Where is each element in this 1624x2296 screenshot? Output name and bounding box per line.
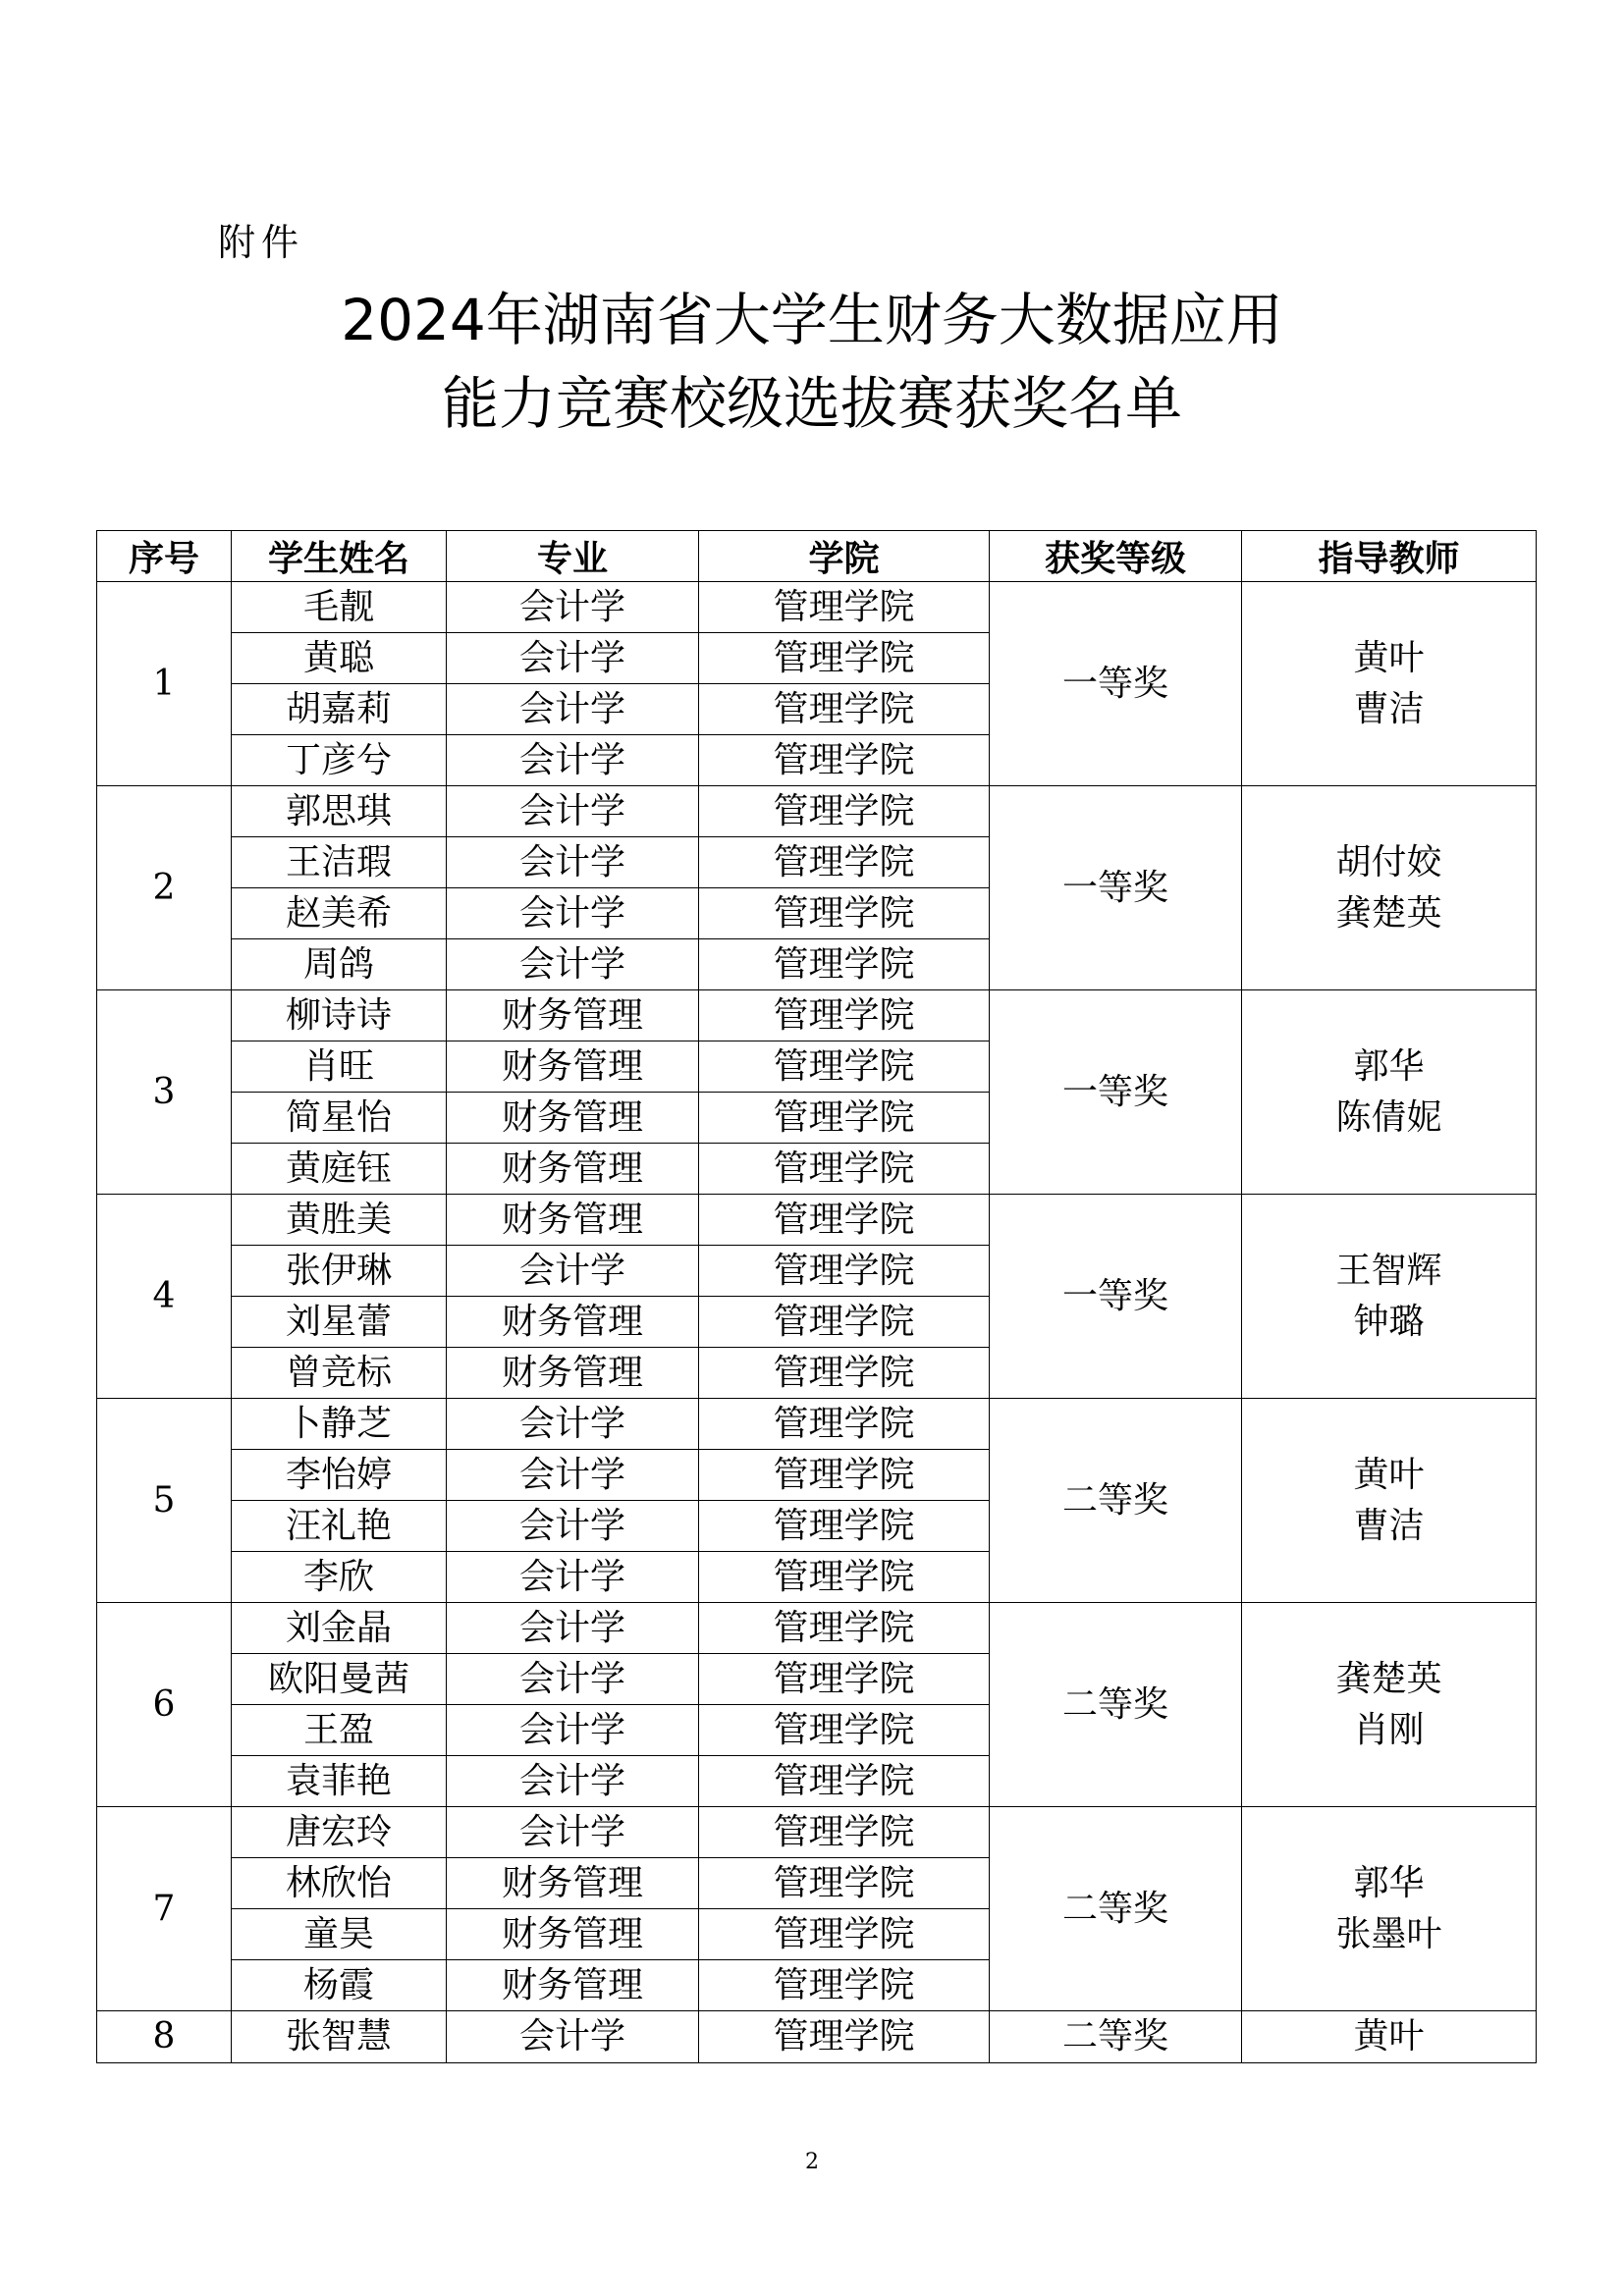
advisor-name: 钟璐 [1353, 1301, 1425, 1342]
cell-college: 管理学院 [699, 1705, 990, 1756]
cell-major: 会计学 [447, 1654, 699, 1705]
cell-college: 管理学院 [699, 1399, 990, 1450]
cell-student-name: 肖旺 [232, 1041, 447, 1093]
cell-award-level: 一等奖 [990, 786, 1242, 990]
cell-major: 会计学 [447, 1807, 699, 1858]
cell-major: 会计学 [447, 633, 699, 684]
cell-advisors [1242, 1603, 1537, 1807]
cell-student-name: 林欣怡 [232, 1858, 447, 1909]
cell-major: 会计学 [447, 2011, 699, 2063]
cell-seq: 8 [97, 2011, 232, 2063]
cell-major: 财务管理 [447, 1297, 699, 1348]
cell-college: 管理学院 [699, 735, 990, 786]
cell-advisors [1242, 1195, 1537, 1399]
header-college: 学院 [699, 531, 990, 582]
cell-major: 会计学 [447, 1450, 699, 1501]
cell-major: 财务管理 [447, 1348, 699, 1399]
advisor-name: 胡付姣 [1335, 841, 1442, 882]
cell-student-name: 黄胜美 [232, 1195, 447, 1246]
advisor-name: 龚楚英 [1335, 892, 1442, 934]
cell-award-level: 二等奖 [990, 1807, 1242, 2011]
cell-major: 财务管理 [447, 1858, 699, 1909]
cell-college: 管理学院 [699, 582, 990, 633]
cell-major: 会计学 [447, 837, 699, 888]
table-row [97, 1195, 1537, 1246]
cell-college: 管理学院 [699, 1297, 990, 1348]
cell-college: 管理学院 [699, 1246, 990, 1297]
cell-advisors [1242, 2011, 1537, 2063]
advisor-name: 曹洁 [1353, 688, 1425, 729]
cell-major: 会计学 [447, 939, 699, 990]
cell-student-name: 王盈 [232, 1705, 447, 1756]
cell-college: 管理学院 [699, 1501, 990, 1552]
cell-student-name: 李欣 [232, 1552, 447, 1603]
cell-major: 财务管理 [447, 1195, 699, 1246]
cell-student-name: 杨霞 [232, 1960, 447, 2011]
cell-college: 管理学院 [699, 1450, 990, 1501]
cell-major: 会计学 [447, 1756, 699, 1807]
cell-major: 会计学 [447, 1399, 699, 1450]
advisor-name: 黄叶 [1353, 2016, 1425, 2056]
cell-college: 管理学院 [699, 1960, 990, 2011]
cell-college: 管理学院 [699, 1348, 990, 1399]
cell-college: 管理学院 [699, 1552, 990, 1603]
table-header-row [97, 531, 1537, 582]
cell-seq: 5 [97, 1399, 232, 1603]
cell-major: 财务管理 [447, 1144, 699, 1195]
advisor-name: 郭华 [1353, 1045, 1425, 1087]
cell-student-name: 黄聪 [232, 633, 447, 684]
cell-college: 管理学院 [699, 1603, 990, 1654]
table-header [97, 531, 1537, 582]
cell-student-name: 刘金晶 [232, 1603, 447, 1654]
advisor-name: 黄叶 [1353, 1454, 1425, 1495]
cell-major: 会计学 [447, 684, 699, 735]
cell-major: 会计学 [447, 1603, 699, 1654]
cell-college: 管理学院 [699, 633, 990, 684]
cell-student-name: 黄庭钰 [232, 1144, 447, 1195]
advisor-name: 黄叶 [1353, 637, 1425, 678]
cell-student-name: 毛靓 [232, 582, 447, 633]
cell-college: 管理学院 [699, 990, 990, 1041]
cell-college: 管理学院 [699, 786, 990, 837]
cell-award-level: 二等奖 [990, 2011, 1242, 2063]
advisor-name: 曹洁 [1353, 1505, 1425, 1546]
cell-seq: 6 [97, 1603, 232, 1807]
cell-advisors [1242, 786, 1537, 990]
cell-student-name: 欧阳曼茜 [232, 1654, 447, 1705]
cell-college: 管理学院 [699, 684, 990, 735]
advisor-name: 肖刚 [1353, 1709, 1425, 1750]
cell-student-name: 唐宏玲 [232, 1807, 447, 1858]
cell-student-name: 袁菲艳 [232, 1756, 447, 1807]
cell-college: 管理学院 [699, 1654, 990, 1705]
cell-major: 会计学 [447, 786, 699, 837]
cell-award-level: 一等奖 [990, 990, 1242, 1195]
header-major: 专业 [447, 531, 699, 582]
cell-major: 财务管理 [447, 990, 699, 1041]
cell-student-name: 张智慧 [232, 2011, 447, 2063]
cell-college: 管理学院 [699, 1858, 990, 1909]
table-row [97, 786, 1537, 837]
table-row [97, 990, 1537, 1041]
cell-seq: 3 [97, 990, 232, 1195]
document-title-line-1: 2024年湖南省大学生财务大数据应用 [341, 287, 1283, 353]
cell-college: 管理学院 [699, 2011, 990, 2063]
cell-major: 财务管理 [447, 1093, 699, 1144]
cell-advisors [1242, 582, 1537, 786]
cell-major: 会计学 [447, 888, 699, 939]
cell-college: 管理学院 [699, 1144, 990, 1195]
advisor-name: 陈倩妮 [1335, 1096, 1442, 1138]
cell-major: 财务管理 [447, 1041, 699, 1093]
cell-award-level: 二等奖 [990, 1603, 1242, 1807]
cell-award-level: 二等奖 [990, 1399, 1242, 1603]
advisor-name: 龚楚英 [1335, 1658, 1442, 1699]
cell-student-name: 丁彦兮 [232, 735, 447, 786]
cell-award-level: 一等奖 [990, 1195, 1242, 1399]
cell-advisors [1242, 1399, 1537, 1603]
cell-student-name: 王洁瑕 [232, 837, 447, 888]
cell-college: 管理学院 [699, 939, 990, 990]
cell-college: 管理学院 [699, 837, 990, 888]
cell-major: 财务管理 [447, 1960, 699, 2011]
cell-major: 财务管理 [447, 1909, 699, 1960]
page-number: 2 [805, 2150, 819, 2174]
cell-college: 管理学院 [699, 1756, 990, 1807]
cell-student-name: 周鸽 [232, 939, 447, 990]
advisor-name: 王智辉 [1335, 1250, 1442, 1291]
cell-student-name: 卜静芝 [232, 1399, 447, 1450]
cell-student-name: 胡嘉莉 [232, 684, 447, 735]
table-row [97, 1807, 1537, 1858]
cell-major: 会计学 [447, 1552, 699, 1603]
cell-major: 会计学 [447, 1501, 699, 1552]
advisor-name: 郭华 [1353, 1862, 1425, 1903]
header-student-name: 学生姓名 [232, 531, 447, 582]
cell-student-name: 童昊 [232, 1909, 447, 1960]
document-title-line-2: 能力竞赛校级选拔赛获奖名单 [441, 370, 1182, 437]
cell-seq: 2 [97, 786, 232, 990]
table-row [97, 1603, 1537, 1654]
attachment-label: 附件 [218, 221, 305, 264]
cell-advisors [1242, 1807, 1537, 2011]
cell-college: 管理学院 [699, 1909, 990, 1960]
cell-student-name: 曾竞标 [232, 1348, 447, 1399]
cell-seq: 4 [97, 1195, 232, 1399]
header-advisor: 指导教师 [1242, 531, 1537, 582]
cell-major: 会计学 [447, 1246, 699, 1297]
cell-student-name: 郭思琪 [232, 786, 447, 837]
cell-seq: 1 [97, 582, 232, 786]
advisor-name: 张墨叶 [1335, 1913, 1442, 1954]
table-row [97, 2011, 1537, 2063]
cell-student-name: 简星怡 [232, 1093, 447, 1144]
cell-student-name: 柳诗诗 [232, 990, 447, 1041]
cell-college: 管理学院 [699, 1041, 990, 1093]
header-seq: 序号 [97, 531, 232, 582]
table-body [97, 582, 1537, 2063]
award-list-table [96, 530, 1537, 2063]
cell-college: 管理学院 [699, 888, 990, 939]
table-row [97, 1399, 1537, 1450]
cell-major: 会计学 [447, 1705, 699, 1756]
cell-college: 管理学院 [699, 1807, 990, 1858]
cell-student-name: 李怡婷 [232, 1450, 447, 1501]
cell-major: 会计学 [447, 582, 699, 633]
cell-college: 管理学院 [699, 1093, 990, 1144]
cell-student-name: 赵美希 [232, 888, 447, 939]
cell-advisors [1242, 990, 1537, 1195]
cell-award-level: 一等奖 [990, 582, 1242, 786]
cell-student-name: 汪礼艳 [232, 1501, 447, 1552]
cell-student-name: 刘星蕾 [232, 1297, 447, 1348]
cell-major: 会计学 [447, 735, 699, 786]
cell-seq: 7 [97, 1807, 232, 2011]
cell-college: 管理学院 [699, 1195, 990, 1246]
header-award-level: 获奖等级 [990, 531, 1242, 582]
table-row [97, 582, 1537, 633]
cell-student-name: 张伊琳 [232, 1246, 447, 1297]
